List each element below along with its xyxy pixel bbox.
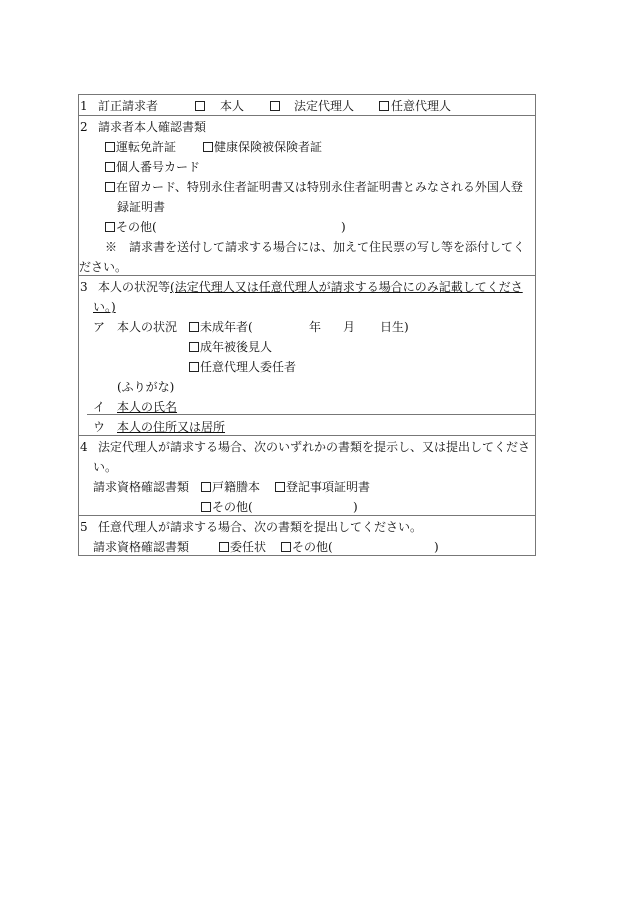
option-my-number-card-label: 個人番号カード [116, 160, 201, 174]
option-power-of-attorney-label: 委任状 [230, 540, 267, 554]
checkbox-icon [281, 542, 291, 552]
checkbox-icon [270, 101, 280, 111]
qualification-docs-label: 請求資格確認書類 [93, 480, 190, 494]
section-1-title: 訂正請求者 [98, 99, 159, 113]
option-health-insurance[interactable] [203, 140, 322, 154]
checkbox-icon [379, 101, 389, 111]
option-other-proxy-doc[interactable] [281, 540, 333, 554]
option-other-close: ) [434, 540, 439, 554]
section-4-number: 4 [80, 440, 88, 454]
checkbox-icon [189, 362, 199, 372]
checkbox-icon [105, 142, 115, 152]
option-family-register-label: 戸籍謄本 [212, 480, 261, 494]
checkbox-voluntary-agent[interactable] [379, 99, 390, 113]
option-my-number-card[interactable] [105, 160, 200, 174]
person-name-field[interactable] [87, 414, 535, 415]
section-3-title [98, 280, 523, 294]
checkbox-self[interactable] [195, 99, 206, 113]
option-residence-card-label-cont: 録証明書 [117, 200, 166, 214]
option-drivers-license[interactable] [105, 140, 176, 154]
note-mail-request-cont: ださい。 [79, 260, 128, 274]
option-power-of-attorney[interactable] [219, 540, 266, 554]
birth-month-label: 月 [343, 320, 356, 334]
section-5-text: 任意代理人が請求する場合、次の書類を提出してください。 [98, 520, 423, 534]
option-minor-label: 未成年者( [200, 320, 253, 334]
option-minor[interactable] [189, 320, 253, 334]
birth-day-label: 日生) [380, 320, 409, 334]
section-2-title: 請求者本人確認書類 [98, 120, 207, 134]
section-3-condition-cont: い。) [93, 300, 116, 314]
checkbox-icon [105, 222, 115, 232]
checkbox-icon [189, 322, 199, 332]
person-address-label: 本人の住所又は居所 [117, 420, 226, 434]
note-mail-request: ※ 請求書を送付して請求する場合には、加えて住民票の写し等を添付してく [105, 240, 526, 254]
option-other-close: ) [353, 500, 358, 514]
option-other-close: ) [341, 220, 346, 234]
option-other-label: その他( [212, 500, 253, 514]
option-principal[interactable] [189, 360, 296, 374]
option-other-document[interactable] [105, 220, 157, 234]
name-mark: イ [93, 400, 106, 414]
checkbox-icon [201, 482, 211, 492]
checkbox-icon [219, 542, 229, 552]
section-2-number: 2 [80, 120, 88, 134]
section-divider [79, 435, 535, 436]
section-divider [79, 515, 535, 516]
section-3-number: 3 [80, 280, 88, 294]
checkbox-icon [275, 482, 285, 492]
option-registry-certificate-label: 登記事項証明書 [286, 480, 371, 494]
checkbox-icon [195, 101, 205, 111]
section-divider [79, 275, 535, 276]
checkbox-icon [203, 142, 213, 152]
option-health-insurance-label: 健康保険被保険者証 [214, 140, 323, 154]
section-4-text: 法定代理人が請求する場合、次のいずれかの書類を提示し、又は提出してくださ [98, 440, 531, 454]
checkbox-icon [105, 182, 115, 192]
person-name-label: 本人の氏名 [117, 400, 178, 414]
checkbox-icon [189, 342, 199, 352]
option-residence-card-label: 在留カード、特別永住者証明書又は特別永住者証明書とみなされる外国人登 [116, 180, 523, 194]
option-adult-ward[interactable] [189, 340, 272, 354]
section-3-condition: (法定代理人又は任意代理人が請求する場合にのみ記載してくださ [170, 280, 523, 294]
option-voluntary-agent-label: 任意代理人 [391, 99, 452, 113]
birth-year-label: 年 [309, 320, 322, 334]
address-mark: ウ [93, 420, 106, 434]
section-4-text-cont: い。 [93, 460, 118, 474]
option-adult-ward-label: 成年被後見人 [200, 340, 273, 354]
option-other-qualification[interactable] [201, 500, 253, 514]
option-principal-label: 任意代理人委任者 [200, 360, 297, 374]
person-status-label: ア 本人の状況 [93, 320, 178, 334]
furigana-label: (ふりがな) [117, 380, 175, 394]
section-3-title-text: 本人の状況等 [98, 280, 171, 294]
qualification-docs-label: 請求資格確認書類 [93, 540, 190, 554]
option-self-label: 本人 [220, 99, 245, 113]
option-drivers-license-label: 運転免許証 [116, 140, 177, 154]
section-divider [79, 115, 535, 116]
checkbox-icon [201, 502, 211, 512]
section-5-number: 5 [80, 520, 88, 534]
section-1-number: 1 [80, 99, 88, 113]
option-legal-agent-label: 法定代理人 [294, 99, 355, 113]
option-residence-card[interactable] [105, 180, 523, 194]
correction-request-form [78, 94, 536, 556]
option-other-label: その他( [116, 220, 157, 234]
option-family-register[interactable] [201, 480, 260, 494]
checkbox-legal-agent[interactable] [270, 99, 281, 113]
option-other-label: その他( [292, 540, 333, 554]
option-registry-certificate[interactable] [275, 480, 370, 494]
checkbox-icon [105, 162, 115, 172]
